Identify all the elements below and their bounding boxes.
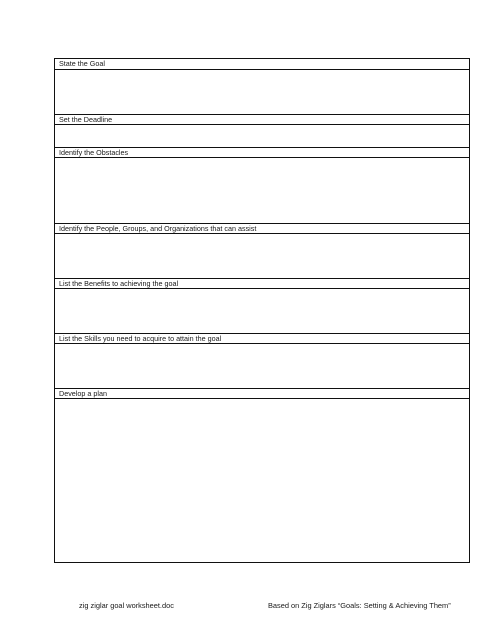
section-label-identify-people: Identify the People, Groups, and Organizations that can assist — [55, 223, 469, 234]
state-goal-answer-area[interactable] — [55, 70, 469, 114]
section-label-set-deadline: Set the Deadline — [55, 114, 469, 125]
list-benefits-answer-area[interactable] — [55, 289, 469, 333]
list-skills-answer-area[interactable] — [55, 344, 469, 388]
section-label-identify-obstacles: Identify the Obstacles — [55, 147, 469, 158]
identify-people-answer-area[interactable] — [55, 234, 469, 278]
section-label-list-skills: List the Skills you need to acquire to attain the goal — [55, 333, 469, 344]
footer-credit: Based on Zig Ziglars “Goals: Setting & Achieving Them” — [268, 601, 451, 610]
section-label-list-benefits: List the Benefits to achieving the goal — [55, 278, 469, 289]
section-label-develop-plan: Develop a plan — [55, 388, 469, 399]
section-label-state-goal: State the Goal — [55, 59, 469, 70]
goal-worksheet-table — [54, 58, 470, 563]
identify-obstacles-answer-area[interactable] — [55, 158, 469, 224]
footer-filename: zig ziglar goal worksheet.doc — [79, 601, 174, 610]
develop-plan-answer-area[interactable] — [55, 399, 469, 562]
set-deadline-answer-area[interactable] — [55, 125, 469, 147]
